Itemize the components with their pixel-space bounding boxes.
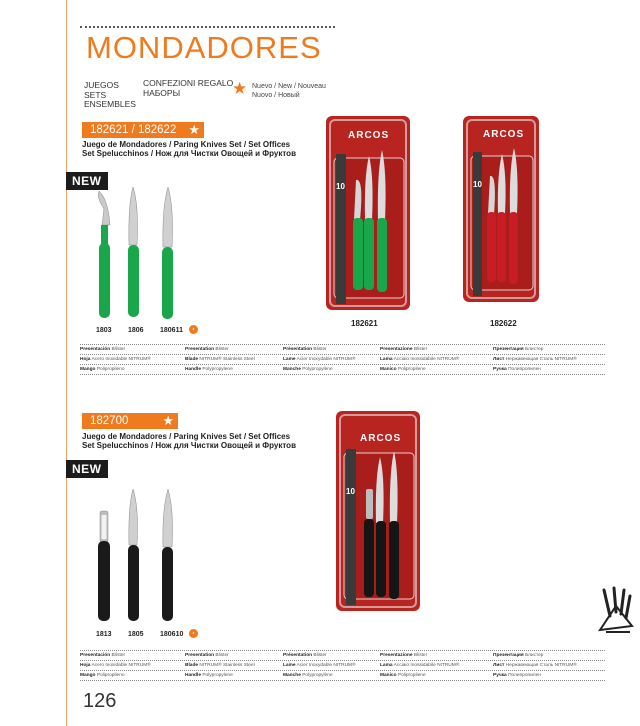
- new-dot-icon: ★: [189, 325, 198, 334]
- knife-code-1805: 1805: [128, 631, 144, 638]
- knife-block-icon: [596, 586, 634, 636]
- category-juegos: JUEGOS: [84, 80, 119, 90]
- spec-value: Acier Inoxydable NITRUM®: [296, 357, 356, 362]
- spec-label: Blade: [185, 663, 199, 668]
- spec-value: NITRUM® Stainless Steel: [199, 663, 255, 668]
- new-star-icon: ★: [232, 79, 248, 98]
- title-divider: [80, 26, 335, 28]
- spec-label: Lama: [380, 357, 393, 362]
- spec-value: Blister: [413, 347, 428, 352]
- spec-label: Hoja: [80, 357, 91, 362]
- knife-code-1806: 1806: [128, 327, 144, 334]
- spec-label: Presentación: [80, 653, 111, 658]
- pack-label-182622: 182622: [490, 319, 517, 328]
- new-legend-line-1: Nuevo / New / Nouveau: [252, 83, 326, 90]
- spec-value: Polypropylène: [302, 367, 333, 372]
- section2-description: [82, 432, 296, 450]
- spec-value: Acier Inoxydable NITRUM®: [296, 663, 356, 668]
- spec-label: Présentation: [283, 653, 313, 658]
- spec-label: Mango: [80, 367, 96, 372]
- desc-line-1: Juego de Mondadores / Paring Knives Set / Set Offices: [82, 140, 291, 149]
- spec-label: Manico: [380, 673, 397, 678]
- spec-value: Polipropilene: [397, 367, 426, 372]
- star-icon: ★: [162, 413, 174, 428]
- spec-value: NITRUM® Stainless Steel: [199, 357, 255, 362]
- category-sets: SETS: [84, 89, 107, 100]
- spec-label: Lame: [283, 663, 296, 668]
- blister-pack-green: [326, 116, 410, 310]
- page-title: MONDADORES: [86, 30, 322, 65]
- spec-value: Blíster: [111, 653, 126, 658]
- brand-logo: ARCOS: [360, 433, 402, 444]
- spec-label: Manico: [380, 367, 397, 372]
- pack-label-182621: 182621: [351, 319, 378, 328]
- spec-label: Ручка: [493, 367, 507, 372]
- spec-value: Полипропилен: [508, 367, 541, 372]
- pack-count: 10: [346, 487, 355, 496]
- new-legend: [252, 82, 326, 100]
- spec-value: Polypropylène: [302, 673, 333, 678]
- spec-value: Блистер: [525, 653, 544, 658]
- pack-count: 10: [336, 182, 345, 191]
- section1-description: [82, 140, 296, 158]
- blister-pack-graphic: [463, 116, 539, 302]
- black-knives-image: [86, 487, 201, 627]
- spec-label: Lame: [283, 357, 296, 362]
- category-ensembles: ENSEMBLES: [84, 99, 136, 109]
- page-number: 126: [83, 690, 117, 712]
- ref-badge-182621: [82, 122, 204, 138]
- spec-value: Polipropileno: [96, 367, 125, 372]
- spec-value: Нержавеющая Сталь NITRUM®: [505, 663, 577, 668]
- spec-label: Handle: [185, 367, 201, 372]
- spec-value: Блистер: [525, 347, 544, 352]
- desc-line-2: Set Spelucchinos / Нож для Чистки Овощей и Фруктов: [82, 441, 296, 450]
- spec-value: Acciaio Inossidabile NITRUM®: [393, 357, 460, 362]
- margin-line: [66, 0, 67, 726]
- knife-code-180610: 180610: [160, 631, 184, 638]
- spec-value: Blister: [413, 653, 428, 658]
- brand-logo: ARCOS: [348, 130, 390, 141]
- pack-count: 10: [473, 180, 482, 189]
- category-confezioni: CONFEZIONI REGALO: [143, 78, 234, 88]
- spec-label: Presentation: [185, 653, 215, 658]
- spec-label: Лист: [493, 663, 505, 668]
- spec-label: Presentazione: [380, 653, 413, 658]
- spec-value: Polypropylene: [202, 367, 233, 372]
- knife-code-180611: 180611: [160, 327, 183, 334]
- spec-label: Mango: [80, 673, 96, 678]
- spec-divider: [80, 680, 605, 681]
- spec-value: Acero Inoxidable NITRUM®: [91, 663, 151, 668]
- star-icon: ★: [188, 122, 200, 137]
- category-column-1: [84, 81, 136, 110]
- spec-divider: [80, 374, 605, 375]
- new-dot-icon: ★: [189, 629, 198, 638]
- spec-value: Полипропилен: [508, 673, 541, 678]
- blister-pack-red: [463, 116, 539, 302]
- spec-label: Hoja: [80, 663, 91, 668]
- spec-label: Презентация: [493, 347, 524, 352]
- spec-value: Blister: [313, 653, 327, 658]
- knife-code-1813: 1813: [96, 631, 112, 638]
- spec-value: Blíster: [111, 347, 126, 352]
- spec-value: Polipropileno: [96, 673, 125, 678]
- spec-label: Presentación: [80, 347, 111, 352]
- spec-value: Polypropylene: [202, 673, 233, 678]
- brand-logo: ARCOS: [483, 129, 525, 140]
- green-knives-image: [86, 185, 201, 325]
- blister-pack-black: [336, 411, 420, 611]
- spec-label: Presentation: [185, 347, 215, 352]
- spec-label: Презентация: [493, 653, 524, 658]
- category-column-2: [143, 79, 233, 98]
- spec-value: Blister: [313, 347, 327, 352]
- spec-label: Lama: [380, 663, 393, 668]
- spec-value: Blister: [215, 347, 229, 352]
- new-badge: NEW: [66, 172, 108, 190]
- category-nabory: НАБОРЫ: [143, 87, 181, 98]
- spec-label: Presentazione: [380, 347, 413, 352]
- spec-label: Handle: [185, 673, 201, 678]
- new-badge: NEW: [66, 460, 108, 478]
- spec-label: Manche: [283, 367, 301, 372]
- spec-value: Blister: [215, 653, 229, 658]
- new-legend-line-2: Nuovo / Новый: [252, 92, 300, 99]
- spec-label: Présentation: [283, 347, 313, 352]
- desc-line-2: Set Spelucchinos / Нож для Чистки Овощей и Фруктов: [82, 149, 296, 158]
- spec-label: Blade: [185, 357, 199, 362]
- spec-value: Acero Inoxidable NITRUM®: [91, 357, 151, 362]
- blister-pack-graphic: [326, 116, 410, 310]
- desc-line-1: Juego de Mondadores / Paring Knives Set / Set Offices: [82, 432, 291, 441]
- ref-label: 182621 / 182622: [90, 124, 177, 136]
- knife-code-1803: 1803: [96, 327, 112, 334]
- spec-value: Polipropilene: [397, 673, 426, 678]
- ref-badge-182700: [82, 413, 178, 429]
- spec-label: Ручка: [493, 673, 507, 678]
- ref-label: 182700: [90, 415, 129, 427]
- spec-label: Manche: [283, 673, 301, 678]
- spec-value: Нержавеющая Сталь NITRUM®: [505, 357, 577, 362]
- spec-value: Acciaio Inossidabile NITRUM®: [393, 663, 460, 668]
- spec-label: Лист: [493, 357, 505, 362]
